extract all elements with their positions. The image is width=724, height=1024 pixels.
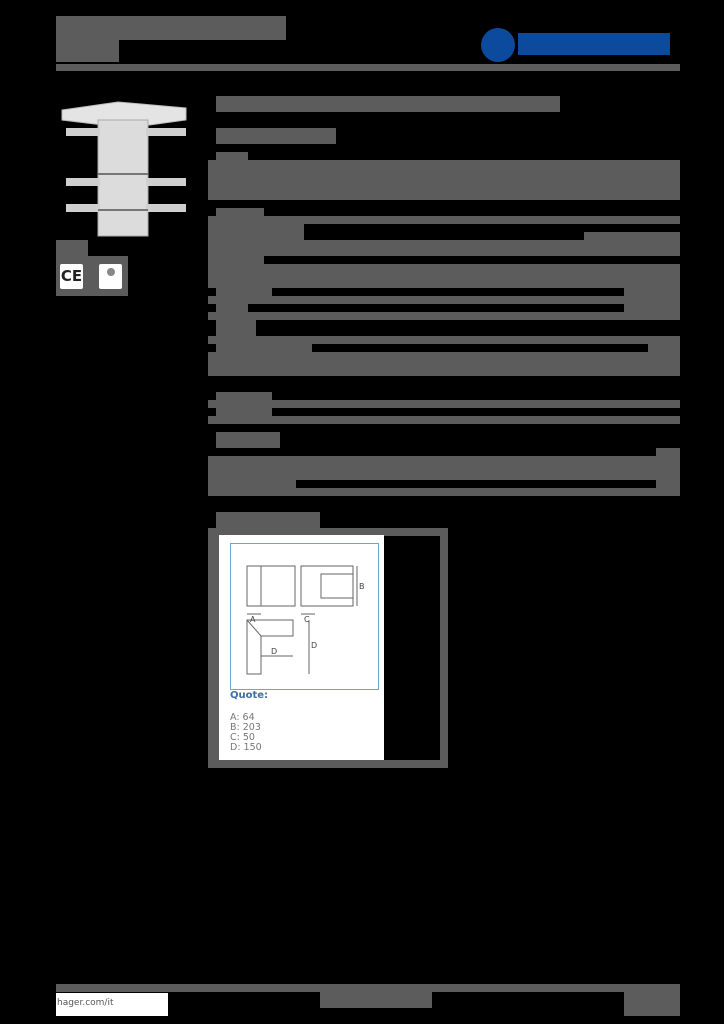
description-block: [208, 160, 680, 200]
description-label: [216, 152, 248, 160]
imq-mark-icon: [99, 264, 122, 289]
section-3-rule: [208, 488, 680, 496]
spec-row-value: [584, 232, 680, 240]
product-image: [58, 98, 190, 238]
spec-row: [208, 264, 680, 288]
spec-row: [208, 256, 264, 264]
section-3-row-value: [656, 448, 680, 488]
header-title: [56, 16, 286, 40]
spec-row: [208, 352, 680, 376]
dimension-b: B: 203: [230, 722, 261, 733]
spec-row: [216, 344, 312, 352]
dimension-diagram-icon: [231, 544, 378, 689]
footer-page-number: [624, 992, 680, 1016]
footer-rule: [56, 984, 680, 992]
svg-text:D: D: [311, 641, 318, 650]
svg-text:C: C: [304, 615, 310, 624]
hager-logo-mark-icon: [481, 28, 515, 62]
dimension-d: D: 150: [230, 742, 262, 753]
svg-text:D: D: [271, 647, 278, 656]
spec-row-value: [648, 344, 680, 352]
ce-mark-icon: CE: [60, 264, 83, 289]
section-2-rule: [208, 416, 680, 424]
spec-row: [208, 312, 680, 320]
section-3-heading: [216, 432, 280, 448]
quote-label: Quote:: [230, 690, 269, 701]
spec-row: [216, 288, 272, 296]
section-4-heading: [216, 512, 320, 528]
spec-row: [208, 224, 304, 240]
product-code: [216, 128, 336, 144]
spec-row: [216, 320, 256, 336]
spec-row: [208, 240, 680, 256]
dimension-a: A: 64: [230, 712, 255, 723]
dimension-c: C: 50: [230, 732, 255, 743]
spec-row: [208, 296, 624, 304]
technical-drawing: [230, 543, 379, 690]
svg-text:B: B: [359, 582, 365, 591]
hager-logo-wordmark: [518, 33, 670, 55]
svg-text:A: A: [250, 615, 256, 624]
spec-row: [208, 216, 680, 224]
drawing-dark-panel: [384, 536, 440, 760]
section-2-rule: [208, 400, 680, 408]
footer-website-link[interactable]: hager.com/it: [56, 993, 168, 1016]
spec-row: [208, 336, 680, 344]
header-subtitle: [56, 40, 119, 62]
section-3-row: [208, 456, 680, 480]
dimension-drawing: [219, 535, 384, 760]
section-3-row: [208, 480, 296, 488]
product-name: [216, 96, 560, 112]
dimension-list: [230, 713, 262, 753]
header-rule: [56, 64, 680, 71]
footer-center-text: [320, 992, 432, 1008]
spec-row: [216, 304, 248, 312]
